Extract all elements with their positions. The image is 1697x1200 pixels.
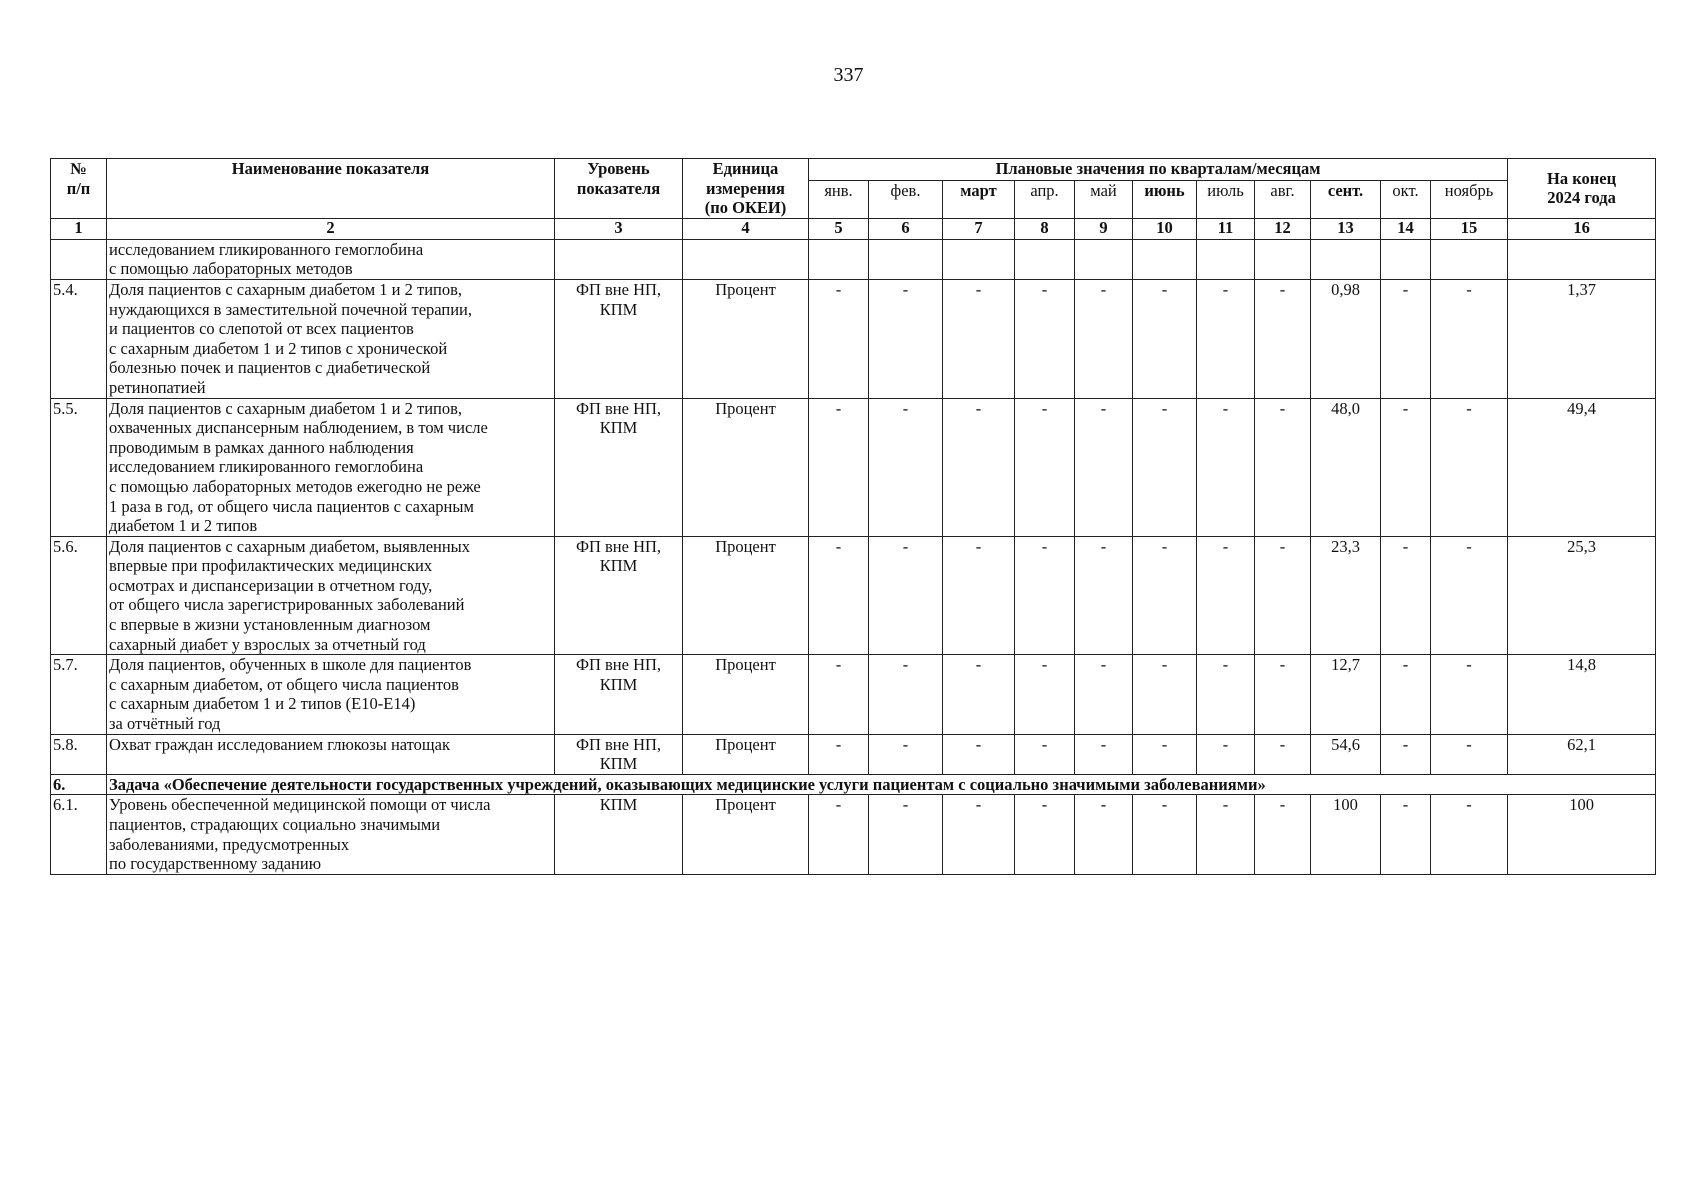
row-num: 5.7. — [51, 655, 107, 734]
row-month-value — [1431, 239, 1508, 279]
row-month-value: - — [869, 734, 943, 774]
header-level: Уровень показателя — [555, 159, 683, 219]
row-month-value: - — [1015, 795, 1075, 874]
row-month-value: - — [1015, 734, 1075, 774]
row-month-value: - — [943, 655, 1015, 734]
row-month-value: - — [1197, 536, 1255, 655]
row-level: ФП вне НП, КПМ — [555, 536, 683, 655]
header-month: март — [943, 180, 1015, 218]
indicator-rows — [51, 279, 1656, 774]
row-month-value: - — [1133, 398, 1197, 536]
column-number: 6 — [869, 218, 943, 239]
plan-indicators-table — [50, 158, 1656, 875]
table-row — [51, 734, 1656, 774]
row-end-value: 49,4 — [1508, 398, 1656, 536]
row-unit — [683, 239, 809, 279]
row-month-value — [1311, 239, 1381, 279]
header-month: янв. — [809, 180, 869, 218]
row-month-value: - — [1431, 279, 1508, 398]
column-number: 16 — [1508, 218, 1656, 239]
row-month-value: - — [1075, 536, 1133, 655]
row-name: Доля пациентов с сахарным диабетом 1 и 2 типов, нуждающихся в заместительной почечной терапии, и пациентов со слепотой от всех пациентов с сахарным диабетом 1 и 2 типов с хронической болезнью почек и пациентов с диабетической ретинопатией — [107, 279, 555, 398]
row-month-value — [1255, 239, 1311, 279]
column-number: 8 — [1015, 218, 1075, 239]
header-month: авг. — [1255, 180, 1311, 218]
row-month-value: - — [1197, 655, 1255, 734]
header-month: сент. — [1311, 180, 1381, 218]
row-month-value — [1015, 239, 1075, 279]
row-month-value: - — [809, 734, 869, 774]
table-row — [51, 398, 1656, 536]
row-month-value: - — [1197, 795, 1255, 874]
row-month-value: - — [1075, 398, 1133, 536]
row-month-value: - — [1431, 536, 1508, 655]
row-month-value: - — [943, 795, 1015, 874]
header-month: окт. — [1381, 180, 1431, 218]
column-number: 1 — [51, 218, 107, 239]
row-num: 6.1. — [51, 795, 107, 874]
row-month-value: 100 — [1311, 795, 1381, 874]
row-month-value: 12,7 — [1311, 655, 1381, 734]
column-number: 10 — [1133, 218, 1197, 239]
row-month-value: - — [869, 795, 943, 874]
row-month-value: - — [1133, 536, 1197, 655]
row-month-value: - — [1133, 734, 1197, 774]
column-number: 9 — [1075, 218, 1133, 239]
header-unit: Единица измерения (по ОКЕИ) — [683, 159, 809, 219]
row-month-value — [809, 239, 869, 279]
row-num: 5.5. — [51, 398, 107, 536]
row-month-value: - — [809, 795, 869, 874]
row-month-value: - — [1133, 279, 1197, 398]
header-plan-group: Плановые значения по кварталам/месяцам — [809, 159, 1508, 181]
table-row — [51, 795, 1656, 874]
row-month-value: - — [1255, 536, 1311, 655]
row-num: 5.4. — [51, 279, 107, 398]
row-month-value: - — [1381, 795, 1431, 874]
row-month-value: - — [809, 536, 869, 655]
row-unit: Процент — [683, 655, 809, 734]
row-month-value: - — [943, 279, 1015, 398]
row-month-value — [1133, 239, 1197, 279]
row-name: Доля пациентов с сахарным диабетом, выявленных впервые при профилактических медицинских осмотрах и диспансеризации в отчетном году, от общего числа зарегистрированных заболеваний с впервые в жизни установленным диагнозом сахарный диабет у взрослых за отчетный год — [107, 536, 555, 655]
task-title: Задача «Обеспечение деятельности государственных учреждений, оказывающих медицинские услуги пациентам с социально значимыми заболеваниями» — [107, 774, 1656, 795]
table-row-continuation — [51, 239, 1656, 279]
row-month-value: - — [1015, 536, 1075, 655]
row-month-value — [1381, 239, 1431, 279]
task-num: 6. — [51, 774, 107, 795]
row-month-value: - — [1431, 795, 1508, 874]
row-month-value: - — [1133, 655, 1197, 734]
row-end-value: 25,3 — [1508, 536, 1656, 655]
row-end-value: 1,37 — [1508, 279, 1656, 398]
header-name: Наименование показателя — [107, 159, 555, 219]
row-month-value: - — [1015, 279, 1075, 398]
row-month-value: - — [1431, 398, 1508, 536]
task-row — [51, 774, 1656, 795]
column-number: 3 — [555, 218, 683, 239]
row-level: ФП вне НП, КПМ — [555, 279, 683, 398]
row-unit: Процент — [683, 398, 809, 536]
row-num — [51, 239, 107, 279]
row-month-value: - — [1255, 795, 1311, 874]
row-month-value: - — [869, 536, 943, 655]
row-name: Уровень обеспеченной медицинской помощи от числа пациентов, страдающих социально значимыми заболеваниями, предусмотренных по государственному заданию — [107, 795, 555, 874]
row-month-value — [1075, 239, 1133, 279]
row-month-value: 48,0 — [1311, 398, 1381, 536]
row-month-value: - — [1015, 655, 1075, 734]
row-month-value: - — [943, 536, 1015, 655]
header-month: ноябрь — [1431, 180, 1508, 218]
row-level: ФП вне НП, КПМ — [555, 655, 683, 734]
row-level — [555, 239, 683, 279]
row-month-value: - — [1075, 795, 1133, 874]
row-end-value — [1508, 239, 1656, 279]
row-month-value: 0,98 — [1311, 279, 1381, 398]
row-month-value: - — [869, 398, 943, 536]
row-month-value: - — [1381, 734, 1431, 774]
table-row — [51, 655, 1656, 734]
row-end-value: 100 — [1508, 795, 1656, 874]
row-level: ФП вне НП, КПМ — [555, 734, 683, 774]
header-end-of-year: На конец 2024 года — [1508, 159, 1656, 219]
column-number: 11 — [1197, 218, 1255, 239]
row-month-value — [1197, 239, 1255, 279]
row-month-value: - — [1381, 655, 1431, 734]
row-month-value: - — [943, 734, 1015, 774]
row-month-value: - — [1015, 398, 1075, 536]
row-month-value — [869, 239, 943, 279]
row-month-value — [943, 239, 1015, 279]
row-month-value: - — [943, 398, 1015, 536]
row-num: 5.6. — [51, 536, 107, 655]
row-name: Доля пациентов, обученных в школе для пациентов с сахарным диабетом, от общего числа пациентов с сахарным диабетом 1 и 2 типов (Е10-Е14) за отчётный год — [107, 655, 555, 734]
header-month: июнь — [1133, 180, 1197, 218]
column-number: 14 — [1381, 218, 1431, 239]
row-month-value: - — [1197, 398, 1255, 536]
row-level: ФП вне НП, КПМ — [555, 398, 683, 536]
row-month-value: - — [1255, 279, 1311, 398]
row-end-value: 62,1 — [1508, 734, 1656, 774]
row-unit: Процент — [683, 734, 809, 774]
header-month: июль — [1197, 180, 1255, 218]
row-month-value: - — [869, 279, 943, 398]
row-name: исследованием гликированного гемоглобина с помощью лабораторных методов — [107, 239, 555, 279]
row-month-value: - — [1255, 655, 1311, 734]
header-month: апр. — [1015, 180, 1075, 218]
row-month-value: - — [869, 655, 943, 734]
table-row — [51, 279, 1656, 398]
row-level: КПМ — [555, 795, 683, 874]
header-num: № п/п — [51, 159, 107, 219]
column-number: 12 — [1255, 218, 1311, 239]
row-name: Доля пациентов с сахарным диабетом 1 и 2 типов, охваченных диспансерным наблюдением, в том числе проводимым в рамках данного наблюдения исследованием гликированного гемоглобина с помощью лабораторных методов ежегодно не реже 1 раза в год, от общего числа пациентов с сахарным диабетом 1 и 2 типов — [107, 398, 555, 536]
row-month-value: - — [1197, 279, 1255, 398]
column-number: 4 — [683, 218, 809, 239]
page-number: 337 — [833, 64, 864, 86]
row-month-value: - — [1381, 279, 1431, 398]
row-month-value: 23,3 — [1311, 536, 1381, 655]
header-month: май — [1075, 180, 1133, 218]
column-number: 15 — [1431, 218, 1508, 239]
row-month-value: - — [1381, 398, 1431, 536]
row-month-value: - — [1133, 795, 1197, 874]
row-unit: Процент — [683, 536, 809, 655]
row-month-value: - — [1255, 398, 1311, 536]
row-month-value: - — [809, 279, 869, 398]
row-month-value: 54,6 — [1311, 734, 1381, 774]
row-month-value: - — [1431, 655, 1508, 734]
column-number: 2 — [107, 218, 555, 239]
row-month-value: - — [1197, 734, 1255, 774]
column-numbers-row — [51, 218, 1656, 239]
header-month: фев. — [869, 180, 943, 218]
row-month-value: - — [1381, 536, 1431, 655]
row-name: Охват граждан исследованием глюкозы натощак — [107, 734, 555, 774]
header-row-1 — [51, 159, 1656, 181]
table-row — [51, 536, 1656, 655]
row-month-value: - — [809, 398, 869, 536]
row-unit: Процент — [683, 279, 809, 398]
row-month-value: - — [1075, 734, 1133, 774]
row-end-value: 14,8 — [1508, 655, 1656, 734]
column-number: 5 — [809, 218, 869, 239]
column-number: 7 — [943, 218, 1015, 239]
row-num: 5.8. — [51, 734, 107, 774]
row-month-value: - — [1075, 279, 1133, 398]
row-month-value: - — [809, 655, 869, 734]
row-unit: Процент — [683, 795, 809, 874]
column-number: 13 — [1311, 218, 1381, 239]
row-month-value: - — [1431, 734, 1508, 774]
row-month-value: - — [1075, 655, 1133, 734]
row-month-value: - — [1255, 734, 1311, 774]
